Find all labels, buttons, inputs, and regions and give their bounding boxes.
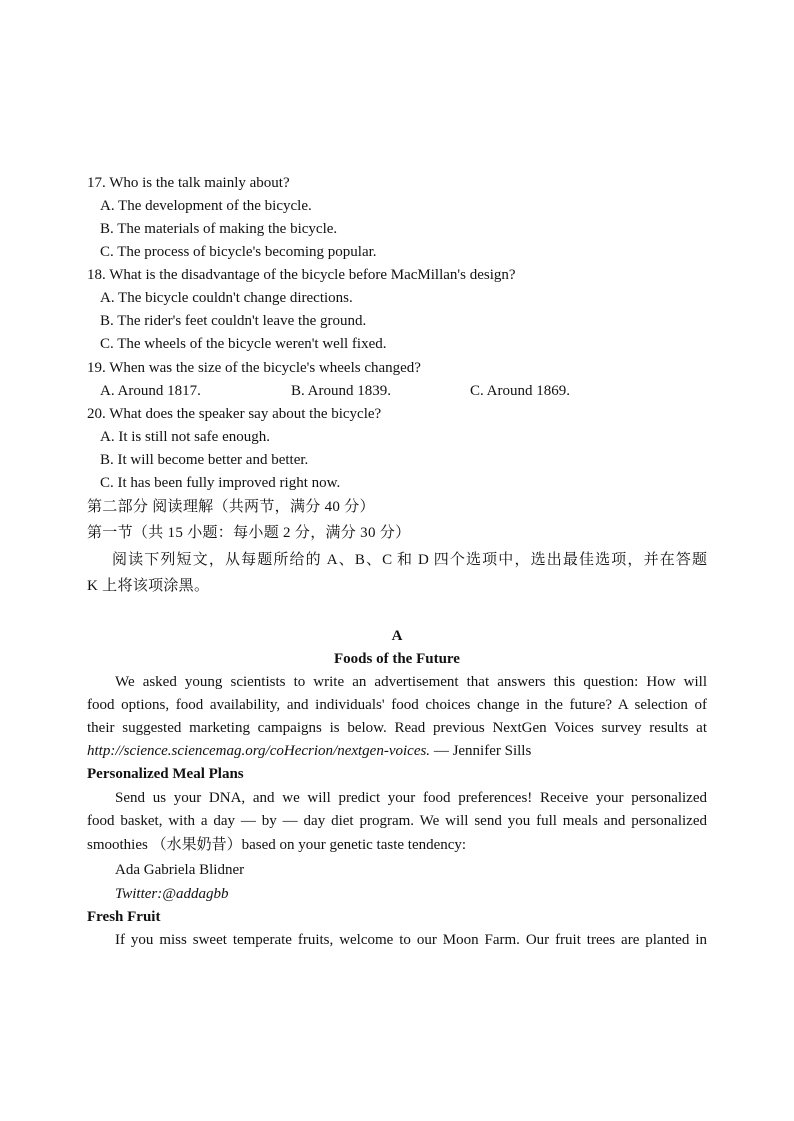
- question-18-option-b: B. The rider's feet couldn't leave the ground.: [100, 313, 367, 329]
- meal-plans-line-2: food basket, with a day — by — day diet program. We will send you full meals and personalized: [87, 813, 707, 829]
- question-20-option-c: C. It has been fully improved right now.: [100, 475, 341, 491]
- intro-line-1: We asked young scientists to write an advertisement that answers this question: How will: [115, 674, 707, 690]
- section-heading-personalized-meal-plans: Personalized Meal Plans: [87, 766, 244, 782]
- question-20-option-a: A. It is still not safe enough.: [100, 429, 270, 445]
- survey-link: http://science.sciencemag.org/coHecrion/nextgen-voices.: [87, 743, 431, 759]
- question-17-stem: 17. Who is the talk mainly about?: [87, 175, 290, 191]
- question-17-option-c: C. The process of bicycle's becoming popular.: [100, 244, 377, 260]
- section-heading-fresh-fruit: Fresh Fruit: [87, 909, 161, 925]
- intro-line-3: their suggested marketing campaigns is below. Read previous NextGen Voices survey results at: [87, 720, 707, 736]
- instruction-line-1: 阅读下列短文，从每题所给的 A、B、C 和 D 四个选项中，选出最佳选项，并在答题: [112, 552, 707, 568]
- question-18-stem: 18. What is the disadvantage of the bicycle before MacMillan's design?: [87, 267, 516, 283]
- part-2-heading: 第二部分 阅读理解（共两节，满分 40 分）: [87, 499, 375, 515]
- question-17-option-a: A. The development of the bicycle.: [100, 198, 312, 214]
- meal-plans-line-3: smoothies （水果奶昔）based on your genetic taste tendency:: [87, 837, 467, 853]
- section-1-heading: 第一节（共 15 小题：每小题 2 分，满分 30 分）: [87, 525, 411, 541]
- question-19-option-a: A. Around 1817.: [100, 383, 201, 399]
- question-19-option-c: C. Around 1869.: [470, 383, 571, 399]
- question-18-option-a: A. The bicycle couldn't change directions.: [100, 290, 353, 306]
- intro-line-2: food options, food availability, and individuals' food choices change in the future? A selection of: [87, 697, 707, 713]
- instruction-line-2: K 上将该项涂黑。: [87, 578, 210, 594]
- question-20-option-b: B. It will become better and better.: [100, 452, 309, 468]
- question-20-stem: 20. What does the speaker say about the bicycle?: [87, 406, 382, 422]
- fresh-fruit-line-1: If you miss sweet temperate fruits, welcome to our Moon Farm. Our fruit trees are planted in: [115, 932, 707, 948]
- intro-line-4: [87, 741, 531, 761]
- passage-title: Foods of the Future: [334, 651, 460, 667]
- intro-author: — Jennifer Sills: [430, 743, 532, 759]
- meal-plans-author: Ada Gabriela Blidner: [115, 862, 245, 878]
- passage-letter: A: [391, 628, 403, 644]
- meal-plans-twitter: Twitter:@addagbb: [115, 886, 229, 902]
- question-19-stem: 19. When was the size of the bicycle's wheels changed?: [87, 360, 421, 376]
- question-19-option-b: B. Around 1839.: [291, 383, 392, 399]
- question-18-option-c: C. The wheels of the bicycle weren't well fixed.: [100, 336, 387, 352]
- question-17-option-b: B. The materials of making the bicycle.: [100, 221, 338, 237]
- meal-plans-line-1: Send us your DNA, and we will predict your food preferences! Receive your personalized: [115, 790, 707, 806]
